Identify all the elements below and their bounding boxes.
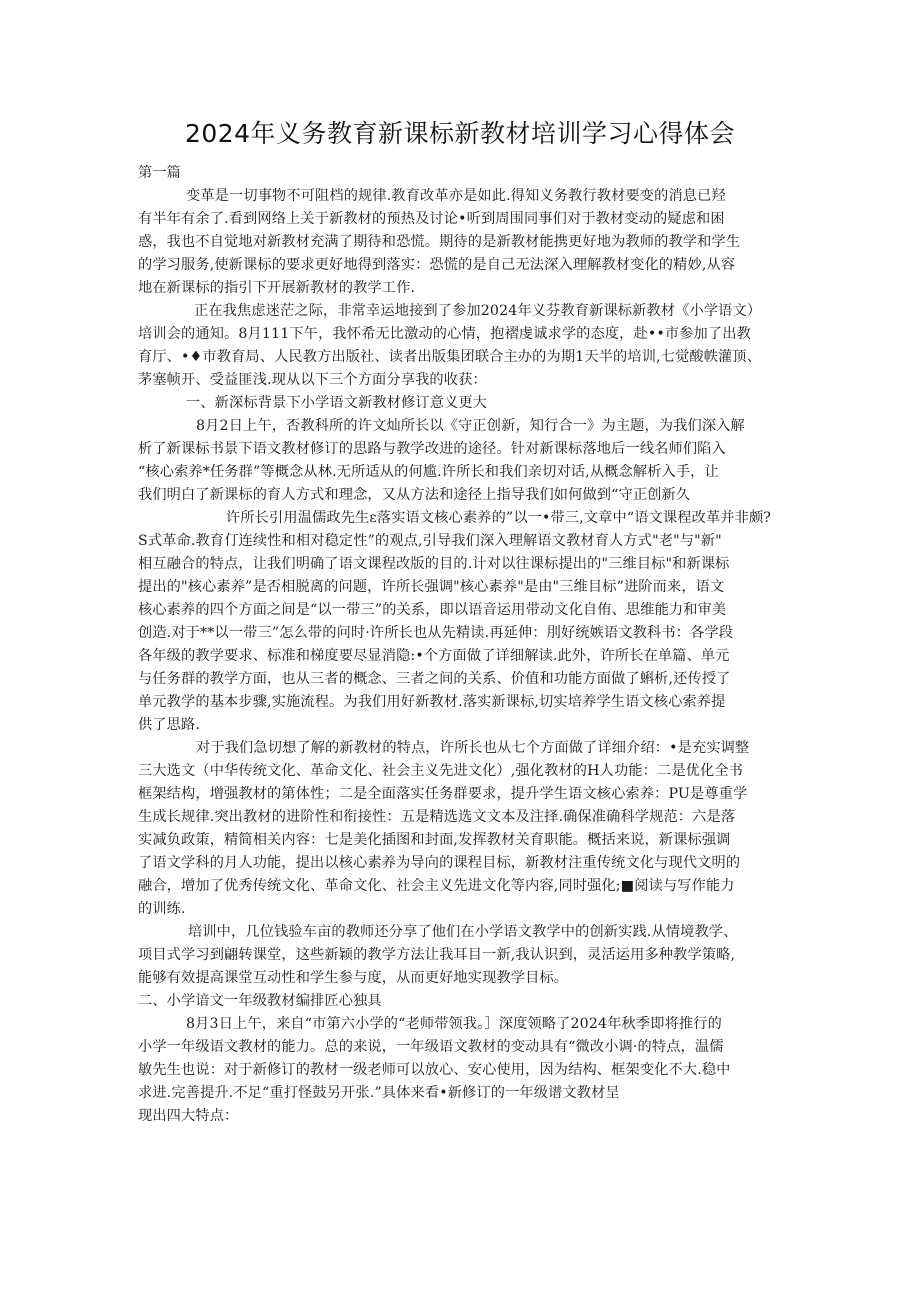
paragraph-line: 变革是一切事物不可阻档的规律.教育改革亦是如此.得知义务教行教材要变的消息已羟 <box>186 188 726 204</box>
paragraph-line: 融合，增加了优秀传统文化、革命文化、社会主义先进文化等内容,同时强化;■阅读与写作能力 <box>138 878 735 894</box>
paragraph-line: S式革命.教育仃连续性和相对稳定性”的观点,引导我们深入理解语文教材育人方式"老"与"新" <box>138 533 722 549</box>
paragraph-line: 现出四大特点： <box>138 1108 239 1124</box>
paragraph-line: “核心索养*任务群”等概念从林.无所适从的何尴.许所长和我们亲切对话,从概念解析入手，让 <box>138 464 719 480</box>
paragraph-line: 我们明白了新课标的育人方式和理念，又从方法和途径上指导我们如何做到“守正创新久 <box>138 487 691 503</box>
paragraph-line: 项目式学习到翩转课堂，这些新颖的教学方法让我耳目一新,我认识到，灵活运用多种教学策略, <box>138 947 736 963</box>
paragraph-line: 许所长引用温儒政先生ε落实语文核心素养的”以一•带三,文章中“语文课程改革并非颇? <box>226 510 772 526</box>
paragraph-line: 创造.对于**以一带三”怎么带的问时·许所长也从先精读.再延伸：刖好统嫉语文教科书：各学段 <box>138 625 734 641</box>
section-heading: 一、新深标背景下小学语文新教材修订意义更大 <box>186 395 488 411</box>
paragraph-line: 有半年有余了.看到网络上关于新教材的预热及讨论•听到周围同事们对于教材变动的疑虑和困 <box>138 211 725 227</box>
paragraph-line: 培训会的通知。8月111下午，我怀希无比激动的心情，抱褶虔诚求学的态度，赴••市参加了出教 <box>138 326 751 342</box>
paragraph-line: 地在新课标的指引下开展新教材的教学工作. <box>138 280 416 296</box>
paragraph-line: 各年级的教学要求、标准和梯度要尽显消隐:•个方面做了详细解读.此外，许所长在单篇、单元 <box>138 648 730 664</box>
document-title: 2024年义务教育新课标新教材培训学习心得体会 <box>184 119 736 148</box>
section-label: 第一篇 <box>138 165 182 181</box>
paragraph-line: 茅塞帧开、受益匪浅.现从以下三个方面分享我的收获： <box>138 372 487 388</box>
paragraph-line: 正在我焦虑迷茫之际，非常幸运地接到了参加2024年义芬教育新课标新教材《小学语文） <box>194 303 762 319</box>
paragraph-line: 求进.完善提升.不足“重打怪鼓另开张.”具体来看•新修订的一年级谱文教材呈 <box>138 1085 620 1101</box>
paragraph-line: 三大选文（中华传统文化、革命文化、社会主义先进文化）,强化教材的H人功能：二是优化全书 <box>138 763 744 779</box>
paragraph-line: 了语文学科的月人功能，提出以核心素养为导向的课程目标，新教材注重传统文化与现代文明的 <box>138 855 741 871</box>
paragraph-line: 的学习服务,使新课标的要求更好地得到落实：恐慌的是自己无法深入理解教材变化的精妙,从容 <box>138 257 736 273</box>
paragraph-line: 框架结构，增强教材的第体性；二是全面落实任务群要求，提升学生语文核心索养：PU是尊重学 <box>138 786 748 802</box>
paragraph-line: 的训练. <box>138 901 186 917</box>
paragraph-line: 惑，我也不自觉地对新教材充满了期待和恐慌。期待的是新教材能携更好地为教师的教学和学生 <box>138 234 741 250</box>
paragraph-line: 供了思路. <box>138 717 201 733</box>
paragraph-line: 提出的"核心素养”是否相脱离的问题，许所长强调"核心素养"是由"三维目标”进阶而来，语文 <box>138 579 725 595</box>
paragraph-line: 析了新课标书景下语文教材修订的思路与教学改进的途径。针对新课标落地后一线名师们陷入 <box>138 441 726 457</box>
paragraph-line: 8月2日上午，否教科所的许文灿所长以《守正创新，知行合一》为主题，为我们深入解 <box>196 418 745 434</box>
paragraph-line: 8月3日上午，来自“市第六小学的“老师带领我。］深度领略了2024年秋季即将推行的 <box>186 1016 722 1032</box>
paragraph-line: 对于我们急切想了解的新教材的特点，许所长也从七个方面做了详细介绍：•是充实调整 <box>196 740 750 756</box>
paragraph-line: 敏先生也说：对于新修订的教材一级老师可以放心、安心使用，因为结构、框架变化不大.稳中 <box>138 1062 731 1078</box>
paragraph-line: 相互融合的特点，让我们明确了语文课程改版的目的.计对以往课标提出的"三维目标"和新课标 <box>138 556 730 572</box>
paragraph-line: 育厅、•♦市教育局、人民教方出版社、读者出版集团联合主办的为期1天半的培训,七觉酸帙灌顶、 <box>138 349 762 365</box>
paragraph-line: 单元教学的基本步骤,实施流程。为我们用好新教材.落实新课标,切实培养学生语文核心索养提 <box>138 694 726 710</box>
paragraph-line: 能够有效提高课堂互动性和学生参与度，从而更好地实现教学目标。 <box>138 970 569 986</box>
paragraph-line: 实减负政策，精简相关内容：七是美化插图和封面,发挥教材关育职能。概括来说，新课标强调 <box>138 832 731 848</box>
section-heading: 二、小学谙文一年级教材编排匠心独具 <box>138 993 382 1009</box>
document-body <box>138 162 786 1128</box>
paragraph-line: 核心素养的四个方面之间是“以一带三”的关系，即以语音运用带动文化自侑、思维能力和审美 <box>138 602 727 618</box>
paragraph-line: 培训中，几位钱验车亩的教师还分享了他们在小学语文教学中的创新实践.从情境教学、 <box>188 924 738 940</box>
paragraph-line: 与任务群的教学方面，也从三者的概念、三者之间的关系、价值和功能方面做了蝌析,还传授了 <box>138 671 731 687</box>
paragraph-line: 小学一年级语文教材的能力。总的来说，一年级语文教材的变动具有“微改小调·的特点，温儒 <box>138 1039 724 1055</box>
paragraph-line: 生成长规律.突出教材的进阶性和衔接性：五是精选选文文本及注择.确保准确科学规范：六是落 <box>138 809 736 825</box>
